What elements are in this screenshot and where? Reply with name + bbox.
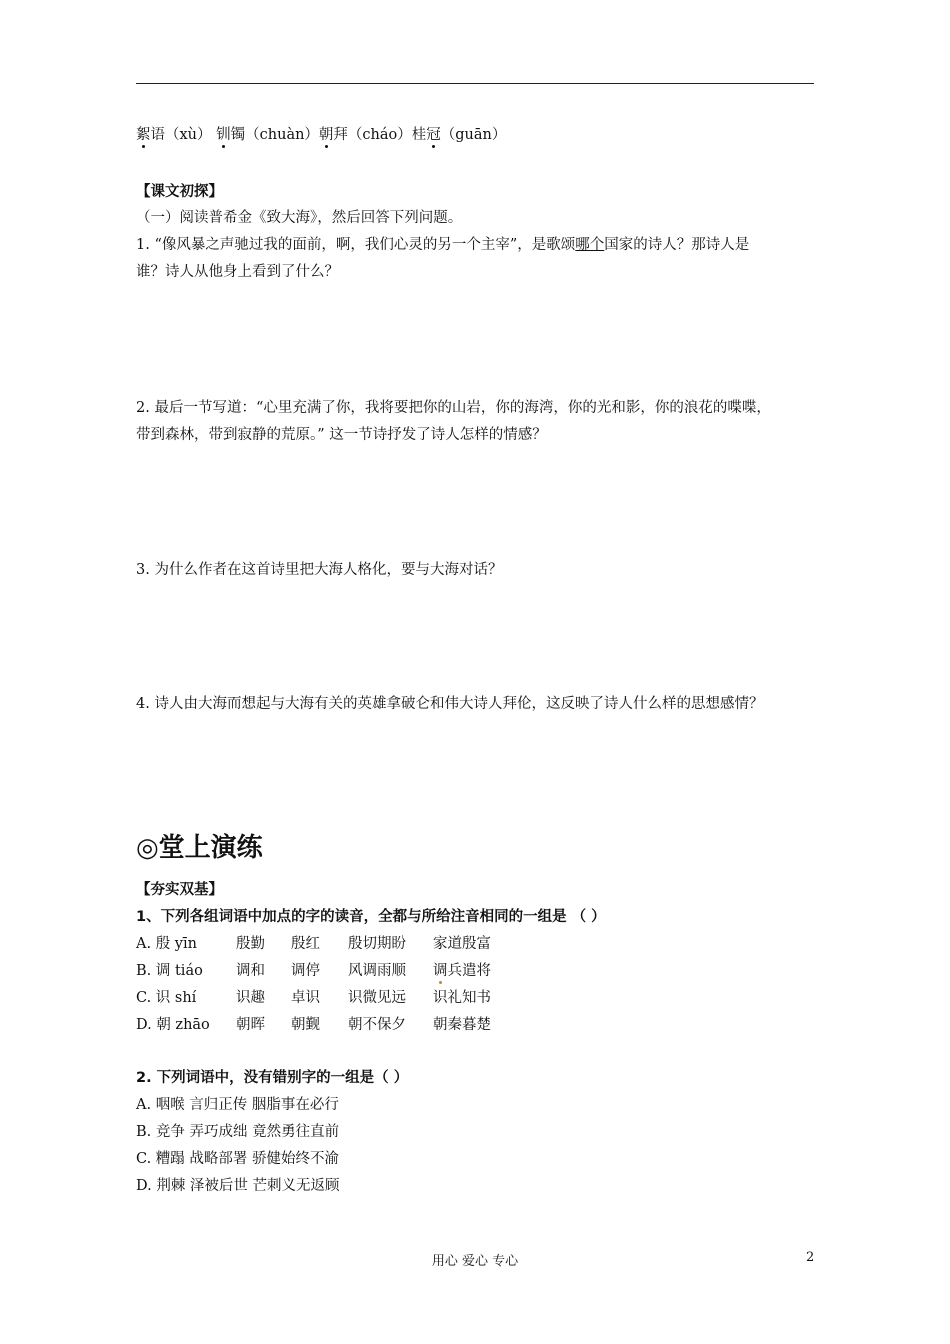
header-rule — [136, 83, 814, 84]
footer-motto: 用心 爱心 专心 — [431, 1254, 519, 1269]
underlined-word: 哪个 — [575, 237, 605, 253]
exercise-1-option-d: D. 朝 zhāo 朝晖 朝觐 朝不保夕 朝秦暮楚 — [136, 1017, 491, 1033]
exercise-1-question: 1、下列各组词语中加点的字的读音，全都与所给注音相同的一组是 （ ） — [136, 909, 606, 925]
dotted-char: 冠 — [426, 127, 441, 143]
question-3: 3. 为什么作者在这首诗里把大海人格化，要与大海对话？ — [136, 562, 503, 578]
dotted-char: 絮 — [136, 127, 151, 143]
question-1-line-1: 1. “像风暴之声驰过我的面前，啊，我们心灵的另一个主宰”，是歌颂哪个国家的诗人？那诗人是 — [136, 237, 750, 253]
question-4: 4. 诗人由大海而想起与大海有关的英雄拿破仑和伟大诗人拜伦，这反映了诗人什么样的思想感情？ — [136, 696, 764, 712]
exercise-2-question: 2. 下列词语中，没有错别字的一组是（ ） — [136, 1070, 409, 1086]
question-2-line-1: 2. 最后一节写道：“心里充满了你，我将要把你的山岩，你的海湾，你的光和影，你的浪花的喋喋， — [136, 400, 771, 416]
exercise-2-option-a: A. 咽喉 言归正传 胭脂事在必行 — [136, 1097, 339, 1113]
section-heading-basics: 【夯实双基】 — [136, 882, 223, 898]
dotted-char: 朝 — [318, 127, 334, 143]
section-title-class-practice: ◎堂上演练 — [136, 833, 263, 863]
question-2-line-2: 带到森林，带到寂静的荒原。” 这一节诗抒发了诗人怎样的情感？ — [136, 427, 547, 443]
reading-intro: （一）阅读普希金《致大海》，然后回答下列问题。 — [136, 210, 463, 226]
exercise-2-option-c: C. 糟蹋 战略部署 骄健始终不渝 — [136, 1151, 340, 1167]
exercise-1-option-c: C. 识 shí 识趣 卓识 识微见远 识礼知书 — [136, 990, 491, 1006]
exercise-1-option-a: A. 殷 yīn 殷勤 殷红 殷切期盼 家道殷富 — [136, 936, 491, 952]
question-1-line-2: 谁？诗人从他身上看到了什么？ — [136, 264, 339, 280]
exercise-2-option-b: B. 竞争 弄巧成绌 竟然勇往直前 — [136, 1124, 340, 1140]
dotted-char: 调 — [433, 963, 448, 979]
exercise-1-option-b: B. 调 tiáo 调和 调停 风调雨顺 调兵遣将 — [136, 963, 491, 979]
dotted-char: 钏 — [216, 127, 231, 143]
exercise-2-option-d: D. 荆棘 泽被后世 芒刺义无返顾 — [136, 1178, 340, 1194]
pinyin-line: 絮语（xù） 钏镯（chuàn）朝拜（cháo）桂冠（guān） — [136, 127, 507, 143]
section-heading-text-explore: 【课文初探】 — [136, 184, 223, 200]
page-number: 2 — [806, 1250, 815, 1265]
